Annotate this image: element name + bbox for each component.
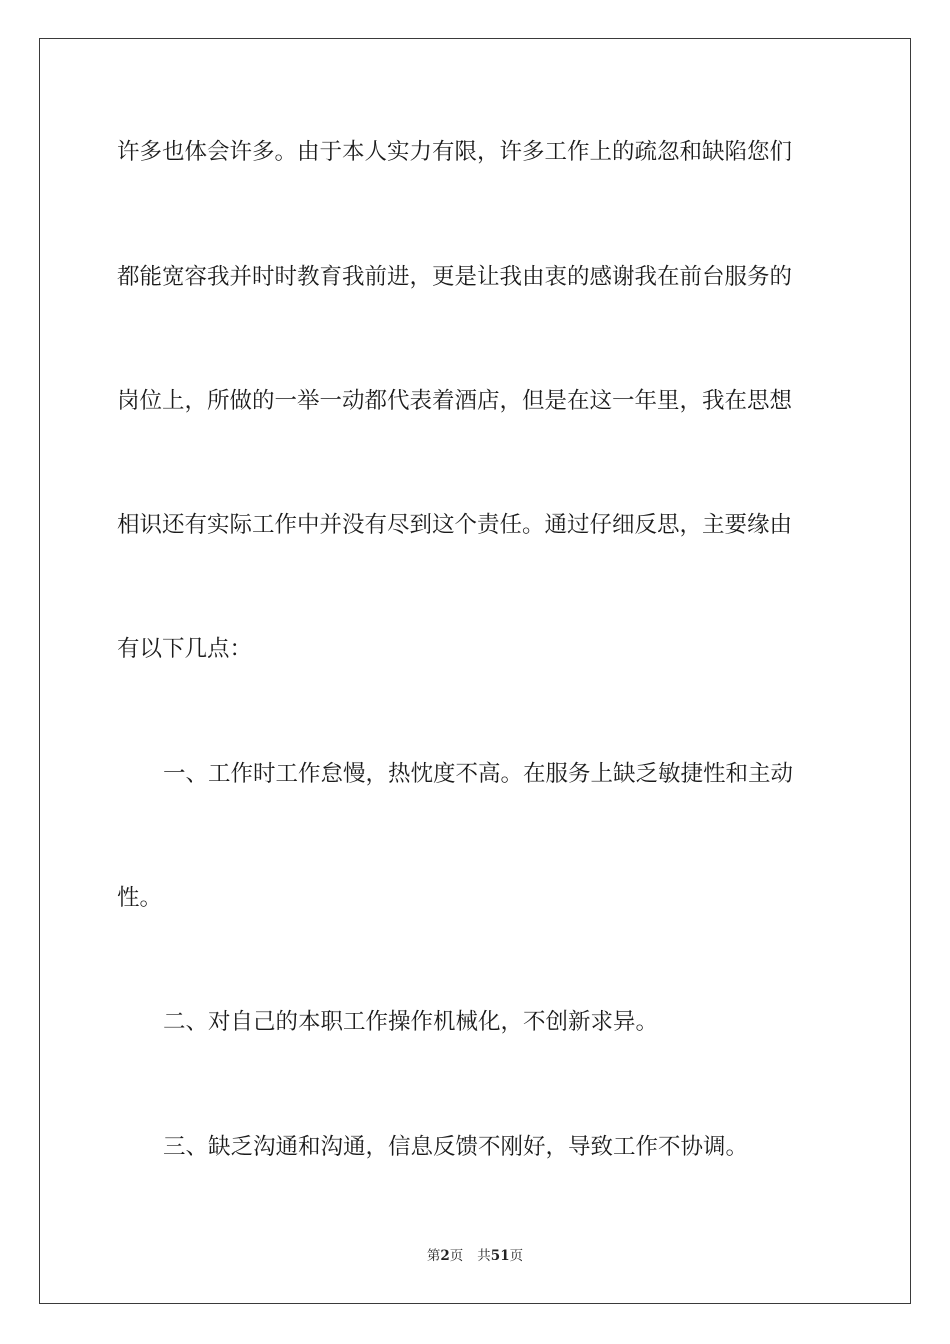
- body-text-line: 相识还有实际工作中并没有尽到这个责任。通过仔细反思，主要缘由: [117, 512, 793, 538]
- list-item-two: 二、对自己的本职工作操作机械化，不创新求异。: [163, 1009, 659, 1035]
- total-prefix: 共: [477, 1248, 491, 1264]
- body-text-line: 性。: [117, 885, 163, 911]
- page-prefix: 第: [426, 1248, 441, 1264]
- page-number: 2: [440, 1248, 450, 1264]
- body-text-line: 许多也体会许多。由于本人实力有限，许多工作上的疏忽和缺陷您们: [117, 139, 793, 165]
- body-text-line: 有以下几点：: [117, 636, 253, 662]
- list-item-one: 一、工作时工作怠慢，热忱度不高。在服务上缺乏敏捷性和主动: [163, 761, 794, 787]
- list-item-three: 三、缺乏沟通和沟通，信息反馈不刚好，导致工作不协调。: [163, 1134, 749, 1160]
- page-frame: [39, 38, 911, 1304]
- body-text-line: 岗位上，所做的一举一动都代表着酒店，但是在这一年里，我在思想: [117, 388, 793, 414]
- total-suffix: 页: [509, 1248, 524, 1264]
- page-suffix: 页: [449, 1248, 464, 1264]
- body-text-line: 都能宽容我并时时教育我前进，更是让我由衷的感谢我在前台服务的: [117, 264, 793, 290]
- page-footer: [0, 1247, 950, 1265]
- total-pages: 51: [490, 1248, 510, 1264]
